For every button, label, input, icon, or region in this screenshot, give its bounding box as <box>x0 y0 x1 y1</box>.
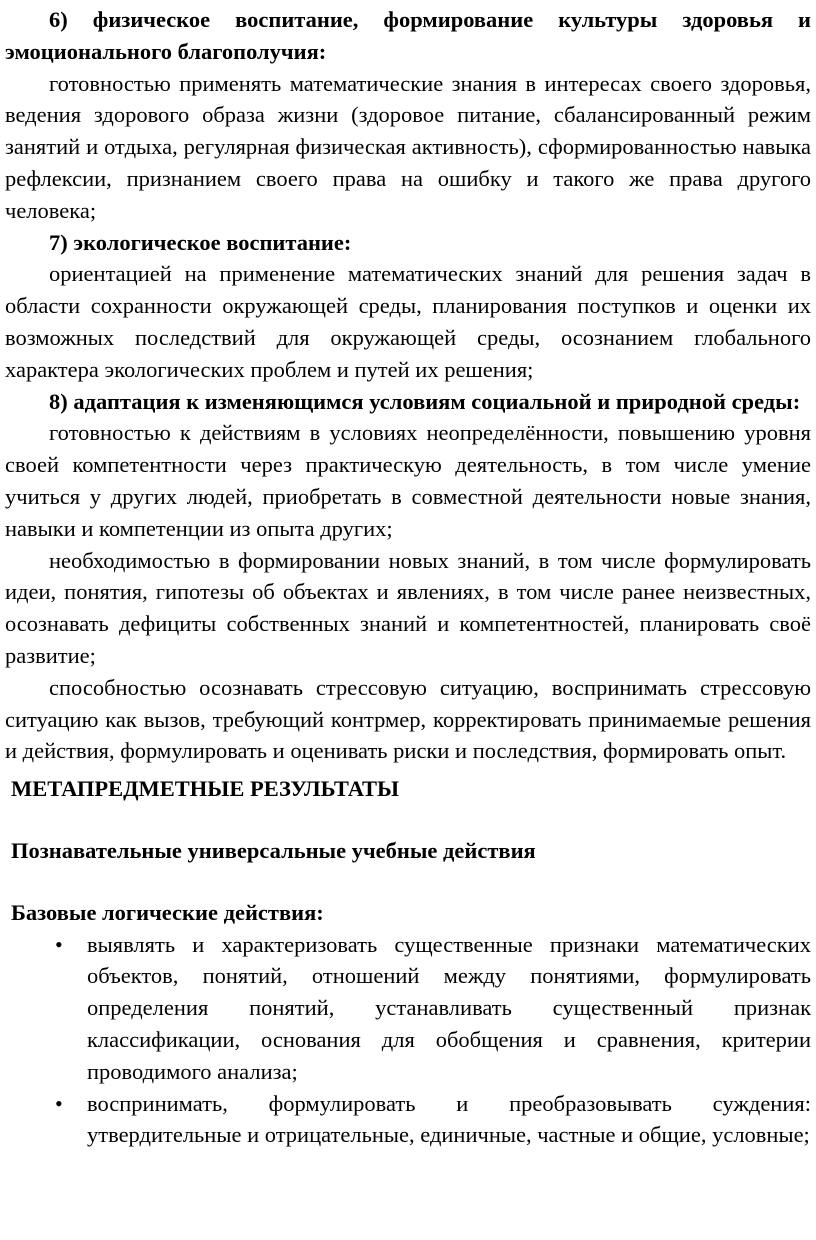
list-item-text: выявлять и характеризовать существенные признаки математических объектов, понятий, отношений между понятиями, формулировать определения понятий, устанавливать существенный признак классификации, основания для обобщения и сравнения, критерии проводимого анализа; <box>87 931 811 1084</box>
section-title: МЕТАПРЕДМЕТНЫЕ РЕЗУЛЬТАТЫ <box>11 776 400 802</box>
subsubsection-title: Базовые логические действия: <box>11 899 324 925</box>
paragraph-stress: способностью осознавать стрессовую ситуацию, воспринимать стрессовую ситуацию как вызов, требующий контрмер, корректировать принимаемые решения и действия, формулировать и оценивать риски и последствия, формировать опыт. <box>5 674 811 764</box>
list-item <box>55 1088 811 1152</box>
list-item <box>55 929 811 1088</box>
heading-adaptation: 8) адаптация к изменяющимся условиям социальной и природной среды: <box>49 388 801 414</box>
paragraph-health: готовностью применять математические знания в интересах своего здоровья, ведения здорового образа жизни (здоровое питание, сбалансированный режим занятий и отдыха, регулярная физическая активность), сформированностью навыка рефлексии, признанием своего права на ошибку и такого же права другого человека; <box>5 70 811 223</box>
list-item-text: воспринимать, формулировать и преобразовывать суждения: утвердительные и отрицательные, единичные, частные и общие, условные; <box>87 1090 811 1148</box>
bullet-icon: • <box>55 1090 63 1116</box>
paragraph-readiness: готовностью к действиям в условиях неопределённости, повышению уровня своей компетентности через практическую деятельность, в том числе умение учиться у других людей, приобретать в совместной деятельности новые знания, навыки и компетенции из опыта других; <box>5 420 811 541</box>
heading-physical-education: 6) физическое воспитание, формирование культуры здоровья и эмоционального благополучия: <box>5 7 811 64</box>
heading-ecological-education: 7) экологическое воспитание: <box>49 229 352 255</box>
paragraph-new-knowledge: необходимостью в формировании новых знаний, в том числе формулировать идеи, понятия, гипотезы об объектах и явлениях, в том числе ранее неизвестных, осознавать дефициты собственных знаний и компетентностей, планировать своё развитие; <box>5 547 811 668</box>
subsection-title: Познавательные универсальные учебные действия <box>11 837 536 863</box>
bullet-list <box>5 929 811 1152</box>
paragraph-ecology: ориентацией на применение математических знаний для решения задач в области сохранности окружающей среды, планирования поступков и оценки их возможных последствий для окружающей среды, осознанием глобального характера экологических проблем и путей их решения; <box>5 261 811 382</box>
bullet-icon: • <box>55 931 63 957</box>
